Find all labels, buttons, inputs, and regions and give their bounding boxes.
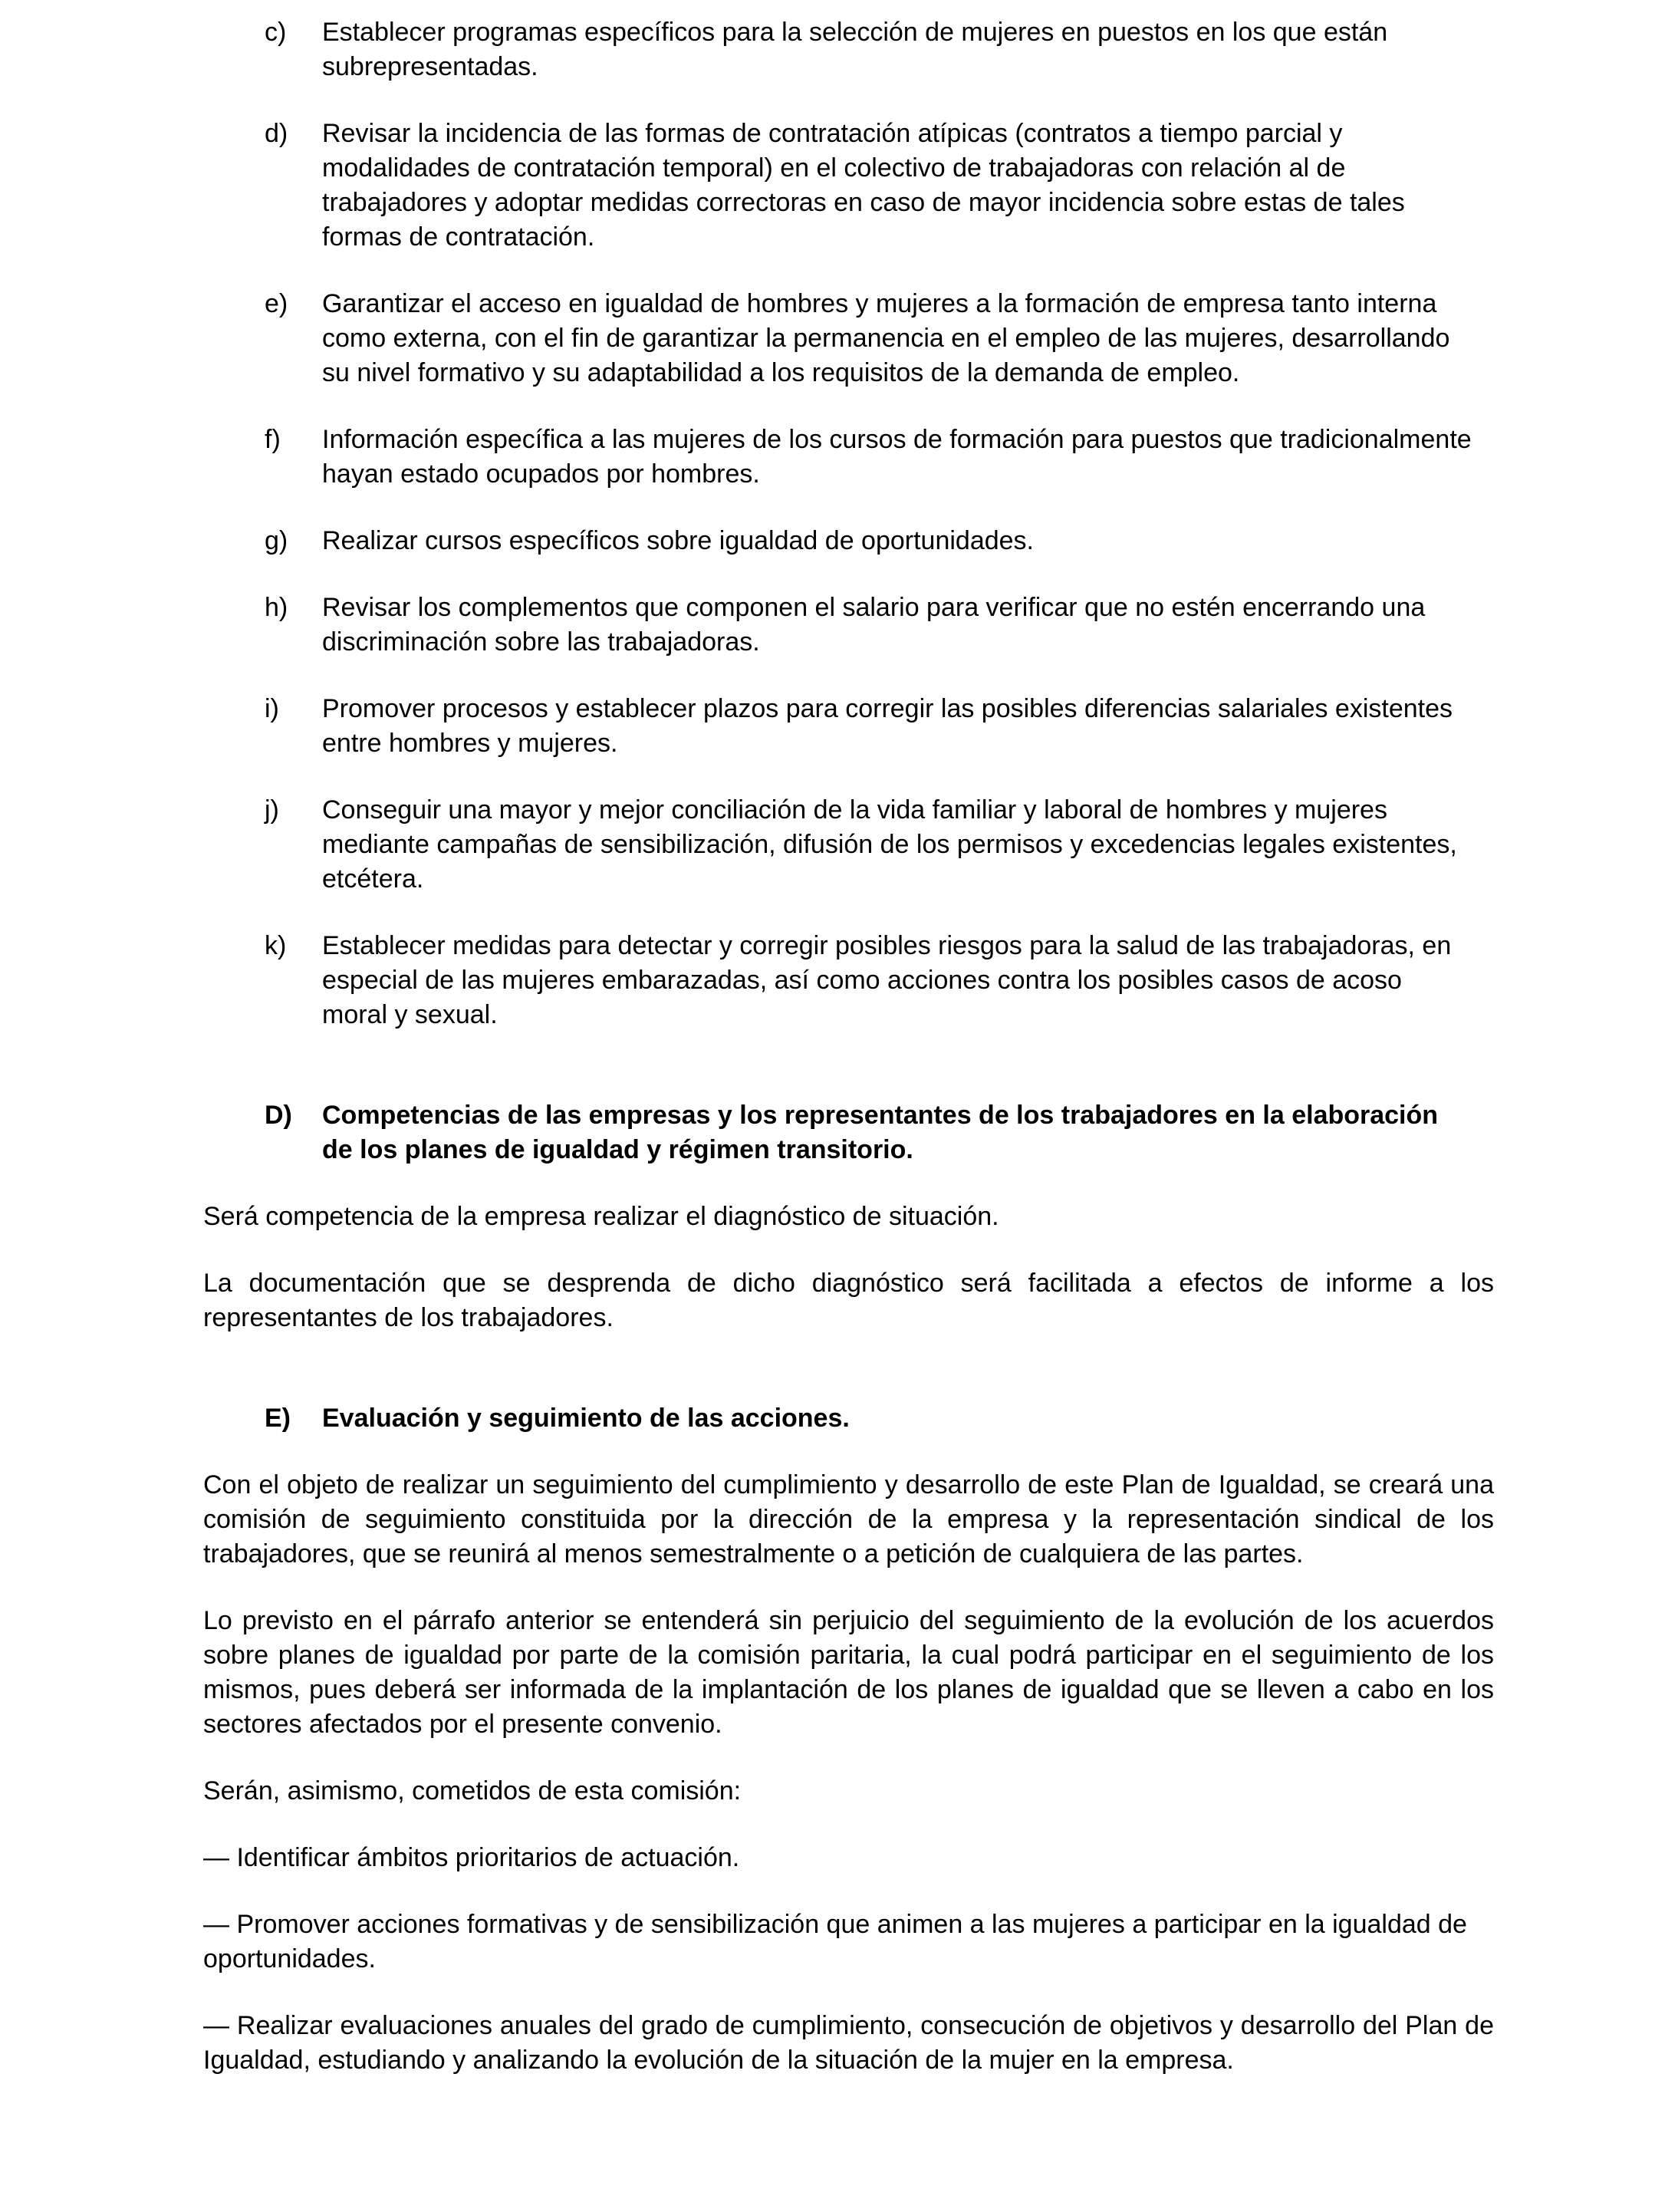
list-marker-d: d) bbox=[265, 119, 288, 148]
list-marker-k: k) bbox=[265, 931, 287, 960]
list-item-f bbox=[265, 423, 1494, 492]
list-marker-h: h) bbox=[265, 593, 288, 622]
paragraph: Serán, asimismo, cometidos de esta comisión: bbox=[203, 1776, 742, 1805]
list-item-text: Información específica a las mujeres de los cursos de formación para puestos que tradicionalmente hayan estado ocupados por hombres. bbox=[322, 425, 1472, 489]
list-item-c bbox=[265, 15, 1494, 84]
section-heading-text: Competencias de las empresas y los representantes de los trabajadores en la elaboración de los planes de igualdad y régimen transitorio. bbox=[322, 1101, 1439, 1164]
section-heading-d bbox=[265, 1098, 1494, 1167]
list-marker-g: g) bbox=[265, 526, 288, 555]
section-heading-text: Evaluación y seguimiento de las acciones. bbox=[322, 1404, 850, 1433]
dash-item: — Identificar ámbitos prioritarios de actuación. bbox=[203, 1843, 740, 1872]
list-item-text: Conseguir una mayor y mejor conciliación de la vida familiar y laboral de hombres y mujeres mediante campañas de sensibilización, difusión de los permisos y excedencias legales existentes, etcétera. bbox=[322, 795, 1457, 894]
list-item-text: Establecer medidas para detectar y corregir posibles riesgos para la salud de las trabajadoras, en especial de las mujeres embarazadas, así como acciones contra los posibles casos de acoso moral y sexual. bbox=[322, 931, 1452, 1029]
list-item-g bbox=[265, 524, 1494, 558]
list-marker-i: i) bbox=[265, 694, 279, 723]
list-marker-e: e) bbox=[265, 289, 288, 318]
paragraph: La documentación que se desprenda de dicho diagnóstico será facilitada a efectos de informe a los representantes de los trabajadores. bbox=[203, 1269, 1494, 1332]
section-heading-e bbox=[265, 1401, 1494, 1436]
document-content bbox=[203, 15, 1494, 2078]
list-item-h bbox=[265, 591, 1494, 660]
list-item-text: Revisar los complementos que componen el salario para verificar que no estén encerrando una discriminación sobre las trabajadoras. bbox=[322, 593, 1426, 657]
section-marker-e: E) bbox=[265, 1404, 291, 1433]
list-item-e bbox=[265, 287, 1494, 390]
list-item-text: Revisar la incidencia de las formas de contratación atípicas (contratos a tiempo parcial y modalidades de contratación temporal) en el colectivo de trabajadoras con relación al de trabajadores y adoptar medidas correctoras en caso de mayor incidencia sobre estas de tales formas de contratación. bbox=[322, 119, 1405, 252]
list-item-k bbox=[265, 929, 1494, 1032]
dash-item: — Realizar evaluaciones anuales del grado de cumplimiento, consecución de objetivos y desarrollo del Plan de Igualdad, estudiando y analizando la evolución de la situación de la mujer en la empresa. bbox=[203, 2011, 1494, 2075]
dash-item: — Promover acciones formativas y de sensibilización que animen a las mujeres a participar en la igualdad de oportunidades. bbox=[203, 1910, 1467, 1973]
paragraph: Con el objeto de realizar un seguimiento del cumplimiento y desarrollo de este Plan de Igualdad, se creará una comisión de seguimiento constituida por la dirección de la empresa y la representación sindical de los trabajadores, que se reunirá al menos semestralmente o a petición de cualquiera de las partes. bbox=[203, 1470, 1494, 1568]
list-marker-c: c) bbox=[265, 18, 287, 47]
paragraph: Será competencia de la empresa realizar el diagnóstico de situación. bbox=[203, 1202, 999, 1231]
list-marker-j: j) bbox=[265, 795, 279, 825]
list-item-text: Realizar cursos específicos sobre igualdad de oportunidades. bbox=[322, 526, 1034, 555]
list-item-i bbox=[265, 692, 1494, 761]
list-item-text: Garantizar el acceso en igualdad de hombres y mujeres a la formación de empresa tanto interna como externa, con el fin de garantizar la permanencia en el empleo de las mujeres, desarrollando su nivel formativo y su adaptabilidad a los requisitos de la demanda de empleo. bbox=[322, 289, 1450, 387]
list-marker-f: f) bbox=[265, 425, 281, 454]
list-item-text: Establecer programas específicos para la selección de mujeres en puestos en los que están subrepresentadas. bbox=[322, 18, 1388, 81]
section-marker-d: D) bbox=[265, 1101, 292, 1130]
list-item-d bbox=[265, 117, 1494, 255]
list-item-text: Promover procesos y establecer plazos para corregir las posibles diferencias salariales existentes entre hombres y mujeres. bbox=[322, 694, 1453, 758]
list-item-j bbox=[265, 793, 1494, 897]
paragraph: Lo previsto en el párrafo anterior se entenderá sin perjuicio del seguimiento de la evolución de los acuerdos sobre planes de igualdad por parte de la comisión paritaria, la cual podrá participar en el seguimiento de los mismos, pues deberá ser informada de la implantación de los planes de igualdad que se lleven a cabo en los sectores afectados por el presente convenio. bbox=[203, 1606, 1494, 1739]
